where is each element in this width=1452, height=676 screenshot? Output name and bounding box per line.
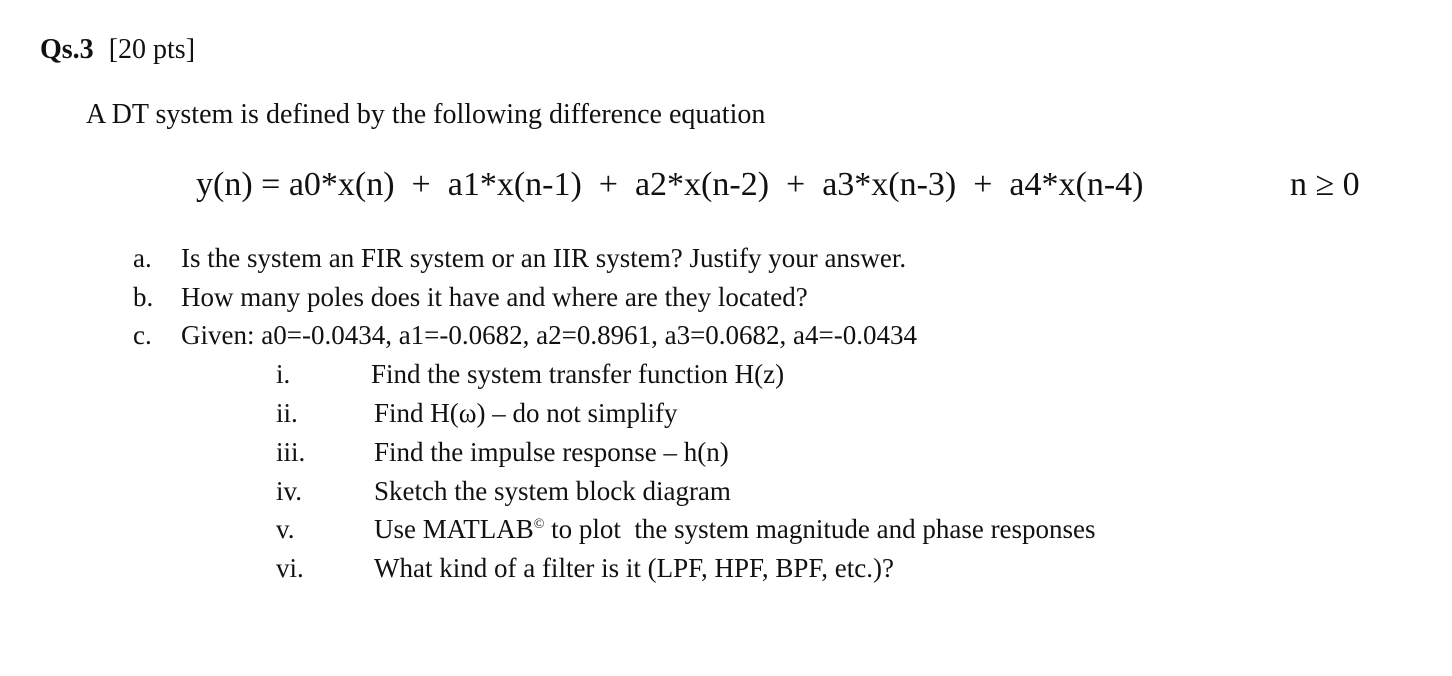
question-heading [40, 34, 195, 66]
part-b-marker: b. [133, 282, 154, 312]
subpart-iv-text: Sketch the system block diagram [374, 476, 731, 506]
subpart-iii-marker: iii. [276, 437, 306, 467]
question-number: Qs.3 [40, 34, 94, 65]
part-c-text: Given: a0=-0.0434, a1=-0.0682, a2=0.8961, a3=0.0682, a4=-0.0434 [181, 320, 918, 350]
subpart-ii-marker: ii. [276, 398, 298, 428]
difference-equation: y(n) = a0*x(n) + a1*x(n-1) + a2*x(n-2) + a3*x(n-3) + a4*x(n-4) [196, 166, 1144, 203]
question-intro: A DT system is defined by the following difference equation [86, 99, 766, 130]
equation-condition: n ≥ 0 [1290, 166, 1360, 203]
subpart-i-text: Find the system transfer function H(z) [371, 359, 785, 389]
subpart-iv-marker: iv. [276, 476, 302, 506]
question-points: [20 pts] [108, 34, 196, 65]
subpart-ii-text: Find H(ω) – do not simplify [374, 398, 678, 428]
subpart-iii-text: Find the impulse response – h(n) [374, 437, 729, 467]
subpart-i-marker: i. [276, 359, 291, 389]
part-b-text: How many poles does it have and where are they located? [181, 282, 808, 312]
subpart-v-text-before: Use MATLAB [374, 514, 534, 544]
part-a-text: Is the system an FIR system or an IIR system? Justify your answer. [181, 243, 907, 273]
subpart-vi-text: What kind of a filter is it (LPF, HPF, BPF, etc.)? [374, 553, 894, 583]
part-c-marker: c. [133, 320, 152, 350]
subpart-v-text-after: to plot the system magnitude and phase responses [544, 514, 1096, 544]
copyright-symbol: © [533, 517, 545, 532]
subpart-v-marker: v. [276, 514, 295, 544]
subpart-vi-marker: vi. [276, 553, 304, 583]
subpart-v-text [374, 514, 1096, 545]
part-a-marker: a. [133, 243, 152, 273]
